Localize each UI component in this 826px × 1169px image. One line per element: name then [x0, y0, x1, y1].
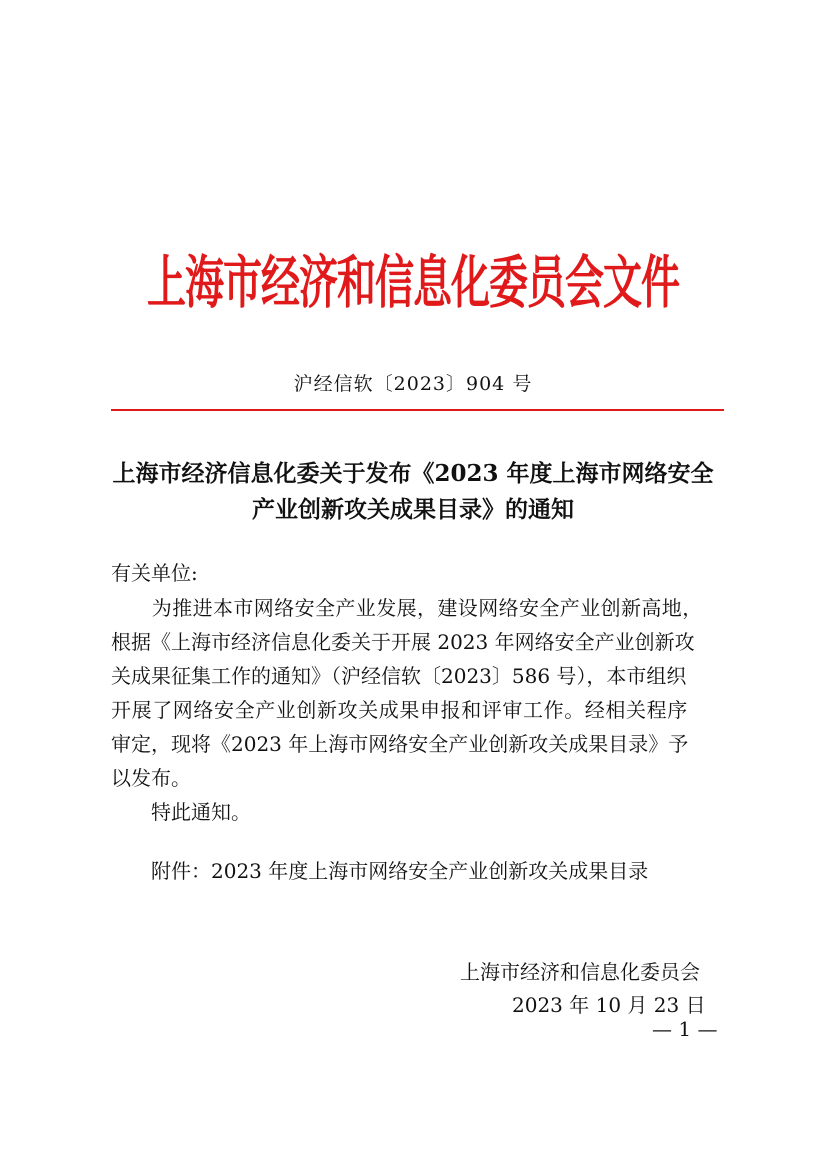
notice-title-line-1: 上海市经济信息化委关于发布《2023 年度上海市网络安全	[112, 460, 714, 487]
body-line: 审定，现将《2023 年上海市网络安全产业创新攻关成果目录》予	[111, 732, 689, 756]
document-number: 沪经信软〔2023〕904 号	[293, 373, 533, 395]
signature-org: 上海市经济和信息化委员会	[460, 960, 700, 984]
salutation: 有关单位:	[111, 561, 198, 585]
signature-date: 2023 年 10 月 23 日	[512, 993, 706, 1017]
body-line: 根据《上海市经济信息化委关于开展 2023 年网络安全产业创新攻	[111, 630, 695, 654]
closing-text: 特此通知。	[111, 800, 251, 824]
issuer-header-title: 上海市经济和信息化委员会文件	[146, 249, 679, 317]
attachment-line: 附件：2023 年度上海市网络安全产业创新攻关成果目录	[111, 859, 649, 883]
body-line: 开展了网络安全产业创新攻关成果申报和评审工作。经相关程序	[111, 698, 688, 722]
notice-title-line-2: 产业创新攻关成果目录》的通知	[252, 496, 574, 523]
page-number: — 1 —	[652, 1017, 718, 1041]
body-line: 关成果征集工作的通知》（沪经信软〔2023〕586 号），本市组织	[111, 664, 687, 688]
body-line: 以发布。	[111, 766, 191, 790]
red-divider	[111, 409, 724, 411]
body-line: 为推进本市网络安全产业发展，建设网络安全产业创新高地，	[111, 596, 703, 620]
